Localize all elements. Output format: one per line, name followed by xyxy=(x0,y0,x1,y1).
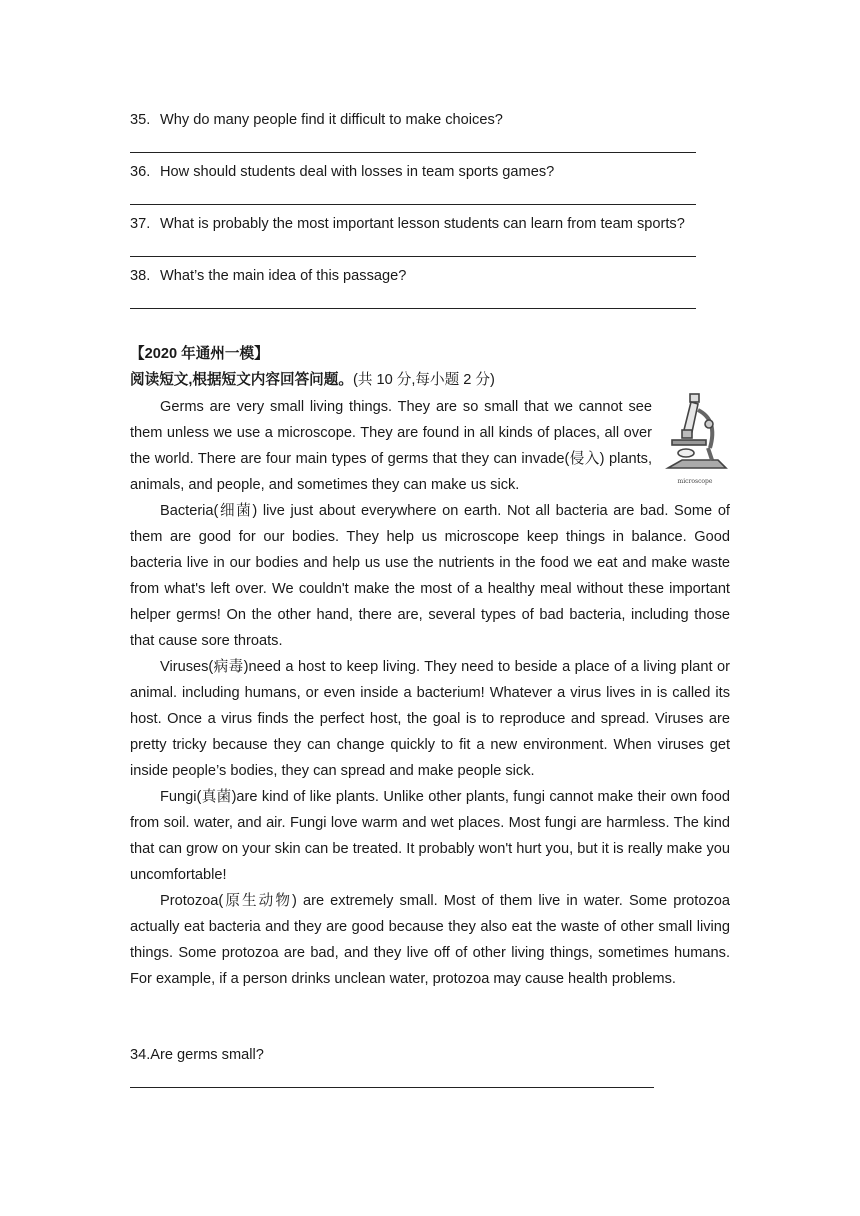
question-number: 38. xyxy=(130,268,151,284)
passage-paragraph-3: Viruses(病毒)need a host to keep living. They need to beside a place of a living plant or animal. including humans, or even inside a bacterium! Whatever a virus lives in is called its host. Once a virus finds the perfect host, the goal is to reproduce and spread. Viruses are pretty tricky because they can change quickly to fit a new environment. When viruses get inside people’s bodies, they can spread and make people sick. xyxy=(130,659,730,779)
passage-paragraph-5: Protozoa(原生动物) are extremely small. Most of them live in water. Some protozoa actually eat bacteria and they are good because they also eat the waste of other small living things. Some protozoa are bad, and they live off of other living things, sometimes humans. For example, if a person drinks unclean water, protozoa may cause health problems. xyxy=(130,893,730,987)
passage-paragraph-1: Germs are very small living things. They are so small that we cannot see them unless we use a microscope. They are found in all kinds of places, all over the world. There are four main types of germs that they can invade(侵入) plants, animals, and people, and sometimes they can make us sick. xyxy=(130,399,652,493)
question-37 xyxy=(130,214,685,234)
question-number: 35. xyxy=(130,112,151,128)
section-instruction xyxy=(130,370,495,390)
microscope-icon xyxy=(660,390,730,478)
microscope-figure xyxy=(660,390,730,490)
question-text: What’s the main idea of this passage? xyxy=(160,268,407,284)
section-heading: 【2020 年通州一模】 xyxy=(130,346,269,362)
answer-line-38[interactable] xyxy=(130,308,696,309)
question-text: Why do many people find it difficult to make choices? xyxy=(160,112,503,128)
question-36 xyxy=(130,162,554,182)
question-text: How should students deal with losses in team sports games? xyxy=(160,164,555,180)
figure-caption: microscope xyxy=(677,478,713,485)
answer-line-35[interactable] xyxy=(130,152,696,153)
passage-paragraph-4: Fungi(真菌)are kind of like plants. Unlike other plants, fungi cannot make their own food from soil. water, and air. Fungi love warm and wet places. Most fungi are harmless. The kind that can grow on your skin can be treated. It probably won't hurt you, but it is really make you uncomfortable! xyxy=(130,789,730,883)
question-text: What is probably the most important lesson students can learn from team sports? xyxy=(160,216,685,232)
question-34: 34.Are germs small? xyxy=(130,1047,264,1063)
instruction-note: (共 10 分,每小题 2 分) xyxy=(352,372,495,388)
instruction-main: 阅读短文,根据短文内容回答问题。 xyxy=(130,372,353,388)
answer-line-34[interactable] xyxy=(130,1087,654,1088)
question-38 xyxy=(130,266,406,286)
answer-line-37[interactable] xyxy=(130,256,696,257)
question-number: 37. xyxy=(130,216,151,232)
answer-line-36[interactable] xyxy=(130,204,696,205)
passage-paragraph-2: Bacteria(细菌) live just about everywhere on earth. Not all bacteria are bad. Some of them are good for our bodies. They help us microscope keep things in balance. Good bacteria live in our bodies and help us use the nutrients in the food we eat and make waste from what's left over. We couldn't make the most of a healthy meal without these important helper germs! On the other hand, there are, several types of bad bacteria, including those that cause sore throats. xyxy=(130,503,730,649)
question-35 xyxy=(130,110,503,130)
question-number: 36. xyxy=(130,164,151,180)
